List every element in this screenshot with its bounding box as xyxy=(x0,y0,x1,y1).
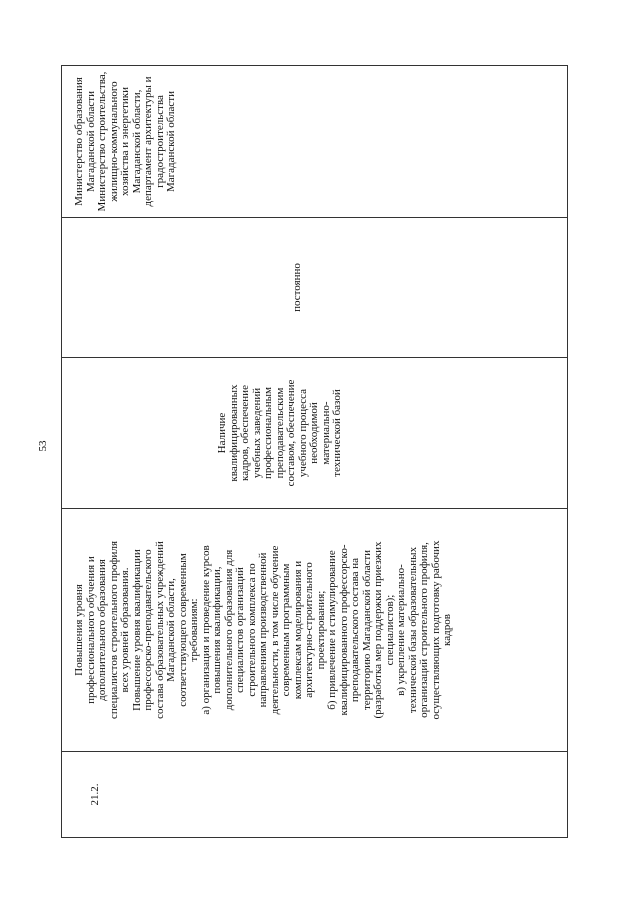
responsible-executor-cell xyxy=(62,66,567,218)
page-number: 53 xyxy=(37,440,49,452)
expected-result-cell xyxy=(62,358,567,509)
expected-result-text: Наличие квалифицированных кадров, обеспечение учебных заведений профессиональным преподавательским составом, обеспечение учебного процесса необходимой материально- технической базой xyxy=(216,379,343,487)
activity-cell xyxy=(62,509,567,752)
deadline-cell: постоянно xyxy=(62,218,567,358)
activity-item-a: а) организация и проведение курсов повышения квалификации, дополнительного образования для специалистов организаций строительного комплекса по направлениям производственной деятельности, в том числе обучение современным программным комплексам моделирования и архитектурно-строительного проектирования; xyxy=(199,545,327,715)
activity-intro: Повышения уровня профессионального обучения и дополнительного образования специалистов строительного профиля всех уровней образования. xyxy=(73,541,131,719)
item-number-cell: 21.2. xyxy=(89,783,101,806)
activity-item-b: б) привлечение и стимулирование квалифицированного профессорско- преподавательского состава на территорию Магаданской области (разработка мер поддержки приезжих специалистов); xyxy=(326,541,396,719)
activity-item-c: в) укрепление материально- технической базы образовательных организаций строительного профиля, осуществляющих подготовку рабочих кадров xyxy=(395,540,453,720)
rotated-table xyxy=(61,65,568,838)
activity-qualification: Повышение уровня квалификации профессорско-преподавательского состава образовательных учреждений Магаданской области, соответствующего современным требованиям: xyxy=(130,541,200,719)
responsible-executor-text: Министерство образования Магаданской области Министерство строительства, жилищно-коммунального хозяйства и энергетики Магаданской области, департамент архитектуры и градостроительства Магаданской области xyxy=(73,71,177,212)
